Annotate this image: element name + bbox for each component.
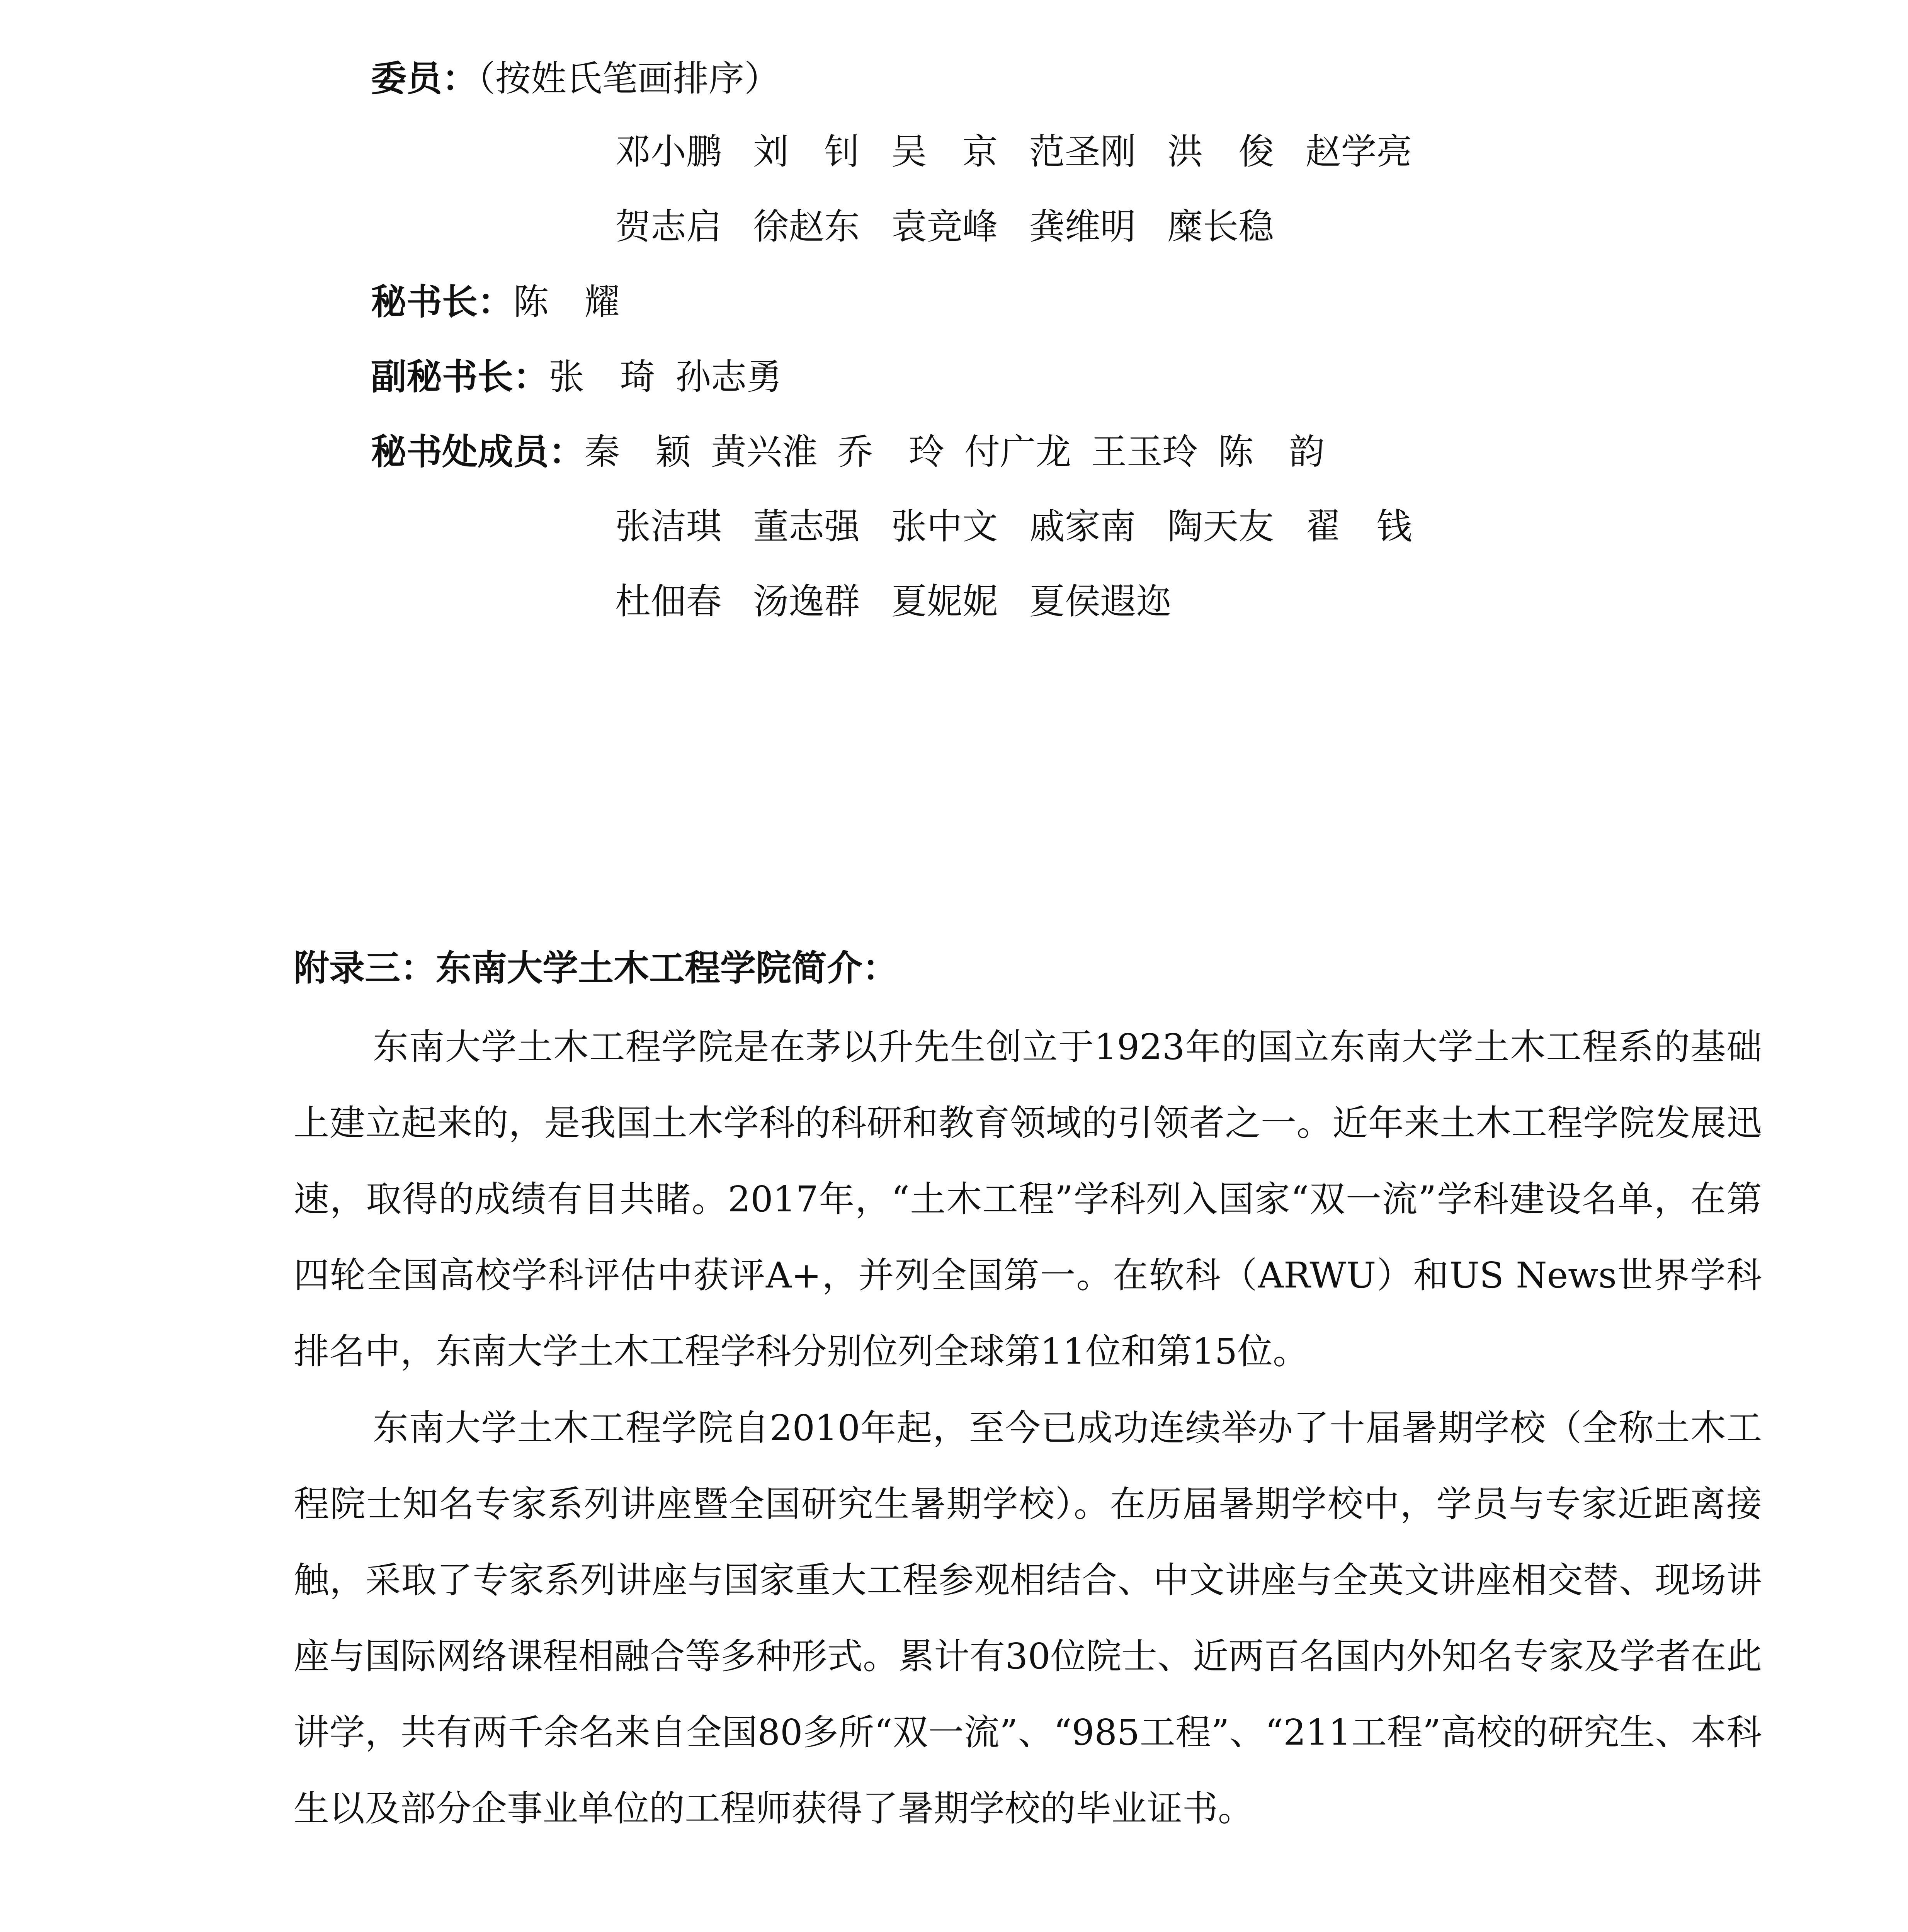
deputy-secretary-label: 副秘书长： [371, 356, 549, 398]
office-member-name: 戚家南 [1029, 506, 1136, 547]
secretary-general-line [371, 281, 620, 323]
office-member-name: 杜佃春 [615, 581, 722, 622]
office-members-row-3 [615, 580, 1192, 623]
member-name: 邓小鹏 [615, 131, 722, 172]
appendix-paragraph-2: 东南大学土木工程学院自2010年起，至今已成功连续举办了十届暑期学校（全称土木工程院士知名专家系列讲座暨全国研究生暑期学校）。在历届暑期学校中，学员与专家近距离接触，采取了专家系列讲座与国家重大工程参观相结合、中文讲座与全英文讲座相交替、现场讲座与国际网络课程相融合等多种形式。累计有30位院士、近两百名国内外知名专家及学者在此讲学，共有两千余名来自全国80多所“双一流”、“985工程”、“211工程”高校的研究生、本科生以及部分企事业单位的工程师获得了暑期学校的毕业证书。 [294, 1407, 1762, 1829]
members-line [371, 57, 780, 100]
member-name: 贺志启 [615, 206, 722, 247]
member-name: 洪 俊 [1167, 131, 1274, 172]
office-member-name: 夏妮妮 [891, 581, 998, 622]
office-member-name: 黄兴淮 [711, 431, 818, 473]
secretary-general-name: 陈 耀 [513, 281, 620, 323]
office-member-name: 秦 颖 [584, 431, 691, 473]
office-member-name: 付广龙 [964, 431, 1071, 473]
office-members-row-1 [371, 430, 1345, 473]
office-member-name: 董志强 [753, 506, 860, 547]
deputy-secretary-name: 张 琦 [549, 356, 656, 398]
member-name: 龚维明 [1029, 206, 1136, 247]
appendix-title: 附录三：东南大学土木工程学院简介： [294, 947, 898, 989]
members-row-2 [615, 206, 1294, 248]
office-members-label: 秘书处成员： [371, 431, 585, 473]
office-member-name: 夏侯遐迩 [1029, 581, 1172, 622]
office-member-name: 乔 玲 [838, 431, 945, 473]
members-row-1 [615, 131, 1432, 173]
member-name: 徐赵东 [753, 206, 860, 247]
member-name: 袁竞峰 [891, 206, 998, 247]
member-name: 糜长稳 [1167, 206, 1274, 247]
deputy-secretary-line [371, 355, 802, 398]
members-note: （按姓氏笔画排序） [478, 58, 780, 99]
office-member-name: 张洁琪 [615, 506, 722, 547]
office-member-name: 王玉玲 [1091, 431, 1198, 473]
office-member-name: 翟 钱 [1305, 506, 1412, 547]
office-member-name: 张中文 [891, 506, 998, 547]
member-name: 赵学亮 [1305, 131, 1412, 172]
office-member-name: 陶天友 [1167, 506, 1274, 547]
secretary-general-label: 秘书长： [371, 281, 514, 323]
office-member-name: 陈 韵 [1218, 431, 1325, 473]
office-members-row-2 [615, 505, 1432, 548]
member-name: 范圣刚 [1029, 131, 1136, 172]
member-name: 吴 京 [891, 131, 998, 172]
appendix-paragraph-1: 东南大学土木工程学院是在茅以升先生创立于1923年的国立东南大学土木工程系的基础上建立起来的，是我国土木学科的科研和教育领域的引领者之一。近年来土木工程学院发展迅速，取得的成绩有目共睹。2017年，“土木工程”学科列入国家“双一流”学科建设名单，在第四轮全国高校学科评估中获评A+，并列全国第一。在软科（ARWU）和US News世界学科排名中，东南大学土木工程学科分别位列全球第11位和第15位。 [294, 1026, 1762, 1372]
member-name: 刘 钊 [753, 131, 860, 172]
office-member-name: 汤逸群 [753, 581, 860, 622]
members-label: 委员： [371, 58, 478, 99]
deputy-secretary-name: 孙志勇 [675, 356, 782, 398]
